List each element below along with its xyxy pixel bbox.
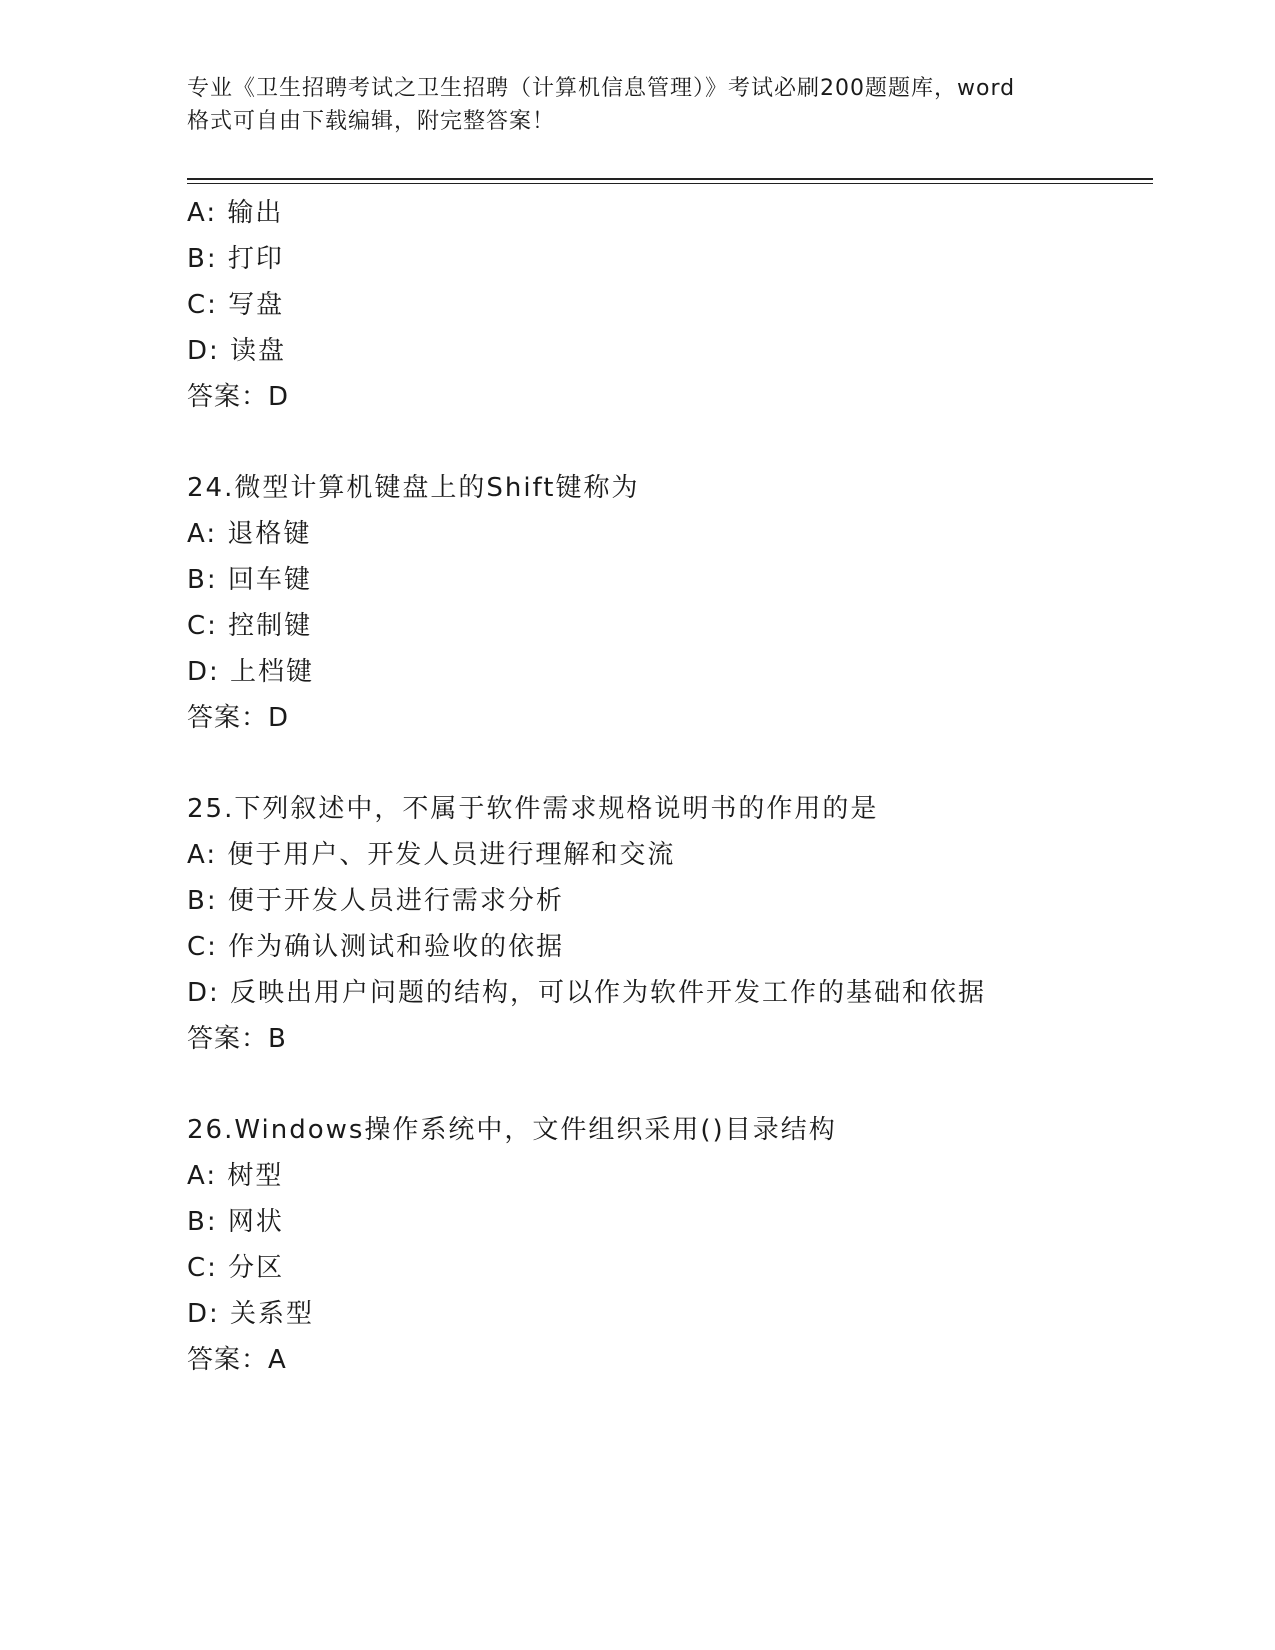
document-header [187,72,1087,138]
header-title-line-1: 专业《卫生招聘考试之卫生招聘（计算机信息管理）》考试必刷200题题库，word [187,76,1016,101]
question-24 [187,465,1147,741]
answer: 答案：A [187,1345,287,1375]
divider-thin-line [187,183,1153,184]
answer: 答案：B [187,1024,287,1054]
option-b: B: 便于开发人员进行需求分析 [187,886,564,916]
option-c: C: 控制键 [187,611,313,641]
option-d: D: 关系型 [187,1299,315,1329]
option-a: A: 树型 [187,1161,284,1191]
question-26 [187,1107,1147,1383]
option-c: C: 写盘 [187,290,285,320]
option-b: B: 回车键 [187,565,312,595]
option-c: C: 分区 [187,1253,285,1283]
option-a: A: 输出 [187,198,284,228]
option-d: D: 反映出用户问题的结构，可以作为软件开发工作的基础和依据 [187,978,987,1008]
option-b: B: 网状 [187,1207,284,1237]
spacer [187,420,1147,465]
option-c: C: 作为确认测试和验收的依据 [187,932,565,962]
divider-thick-line [187,178,1153,180]
question-25 [187,786,1147,1062]
option-b: B: 打印 [187,244,284,274]
spacer [187,741,1147,786]
option-a: A: 退格键 [187,519,312,549]
question-stem: 24.微型计算机键盘上的Shift键称为 [187,473,640,503]
answer: 答案：D [187,703,290,733]
question-stem: 26.Windows操作系统中，文件组织采用()目录结构 [187,1115,837,1145]
spacer [187,1062,1147,1107]
question-23-tail [187,190,1147,420]
answer: 答案：D [187,382,290,412]
question-stem: 25.下列叙述中，不属于软件需求规格说明书的作用的是 [187,794,879,824]
option-d: D: 上档键 [187,657,315,687]
header-title-line-2: 格式可自由下载编辑，附完整答案！ [187,109,556,134]
header-divider [187,178,1153,184]
option-d: D: 读盘 [187,336,287,366]
question-list [187,190,1147,1383]
option-a: A: 便于用户、开发人员进行理解和交流 [187,840,676,870]
